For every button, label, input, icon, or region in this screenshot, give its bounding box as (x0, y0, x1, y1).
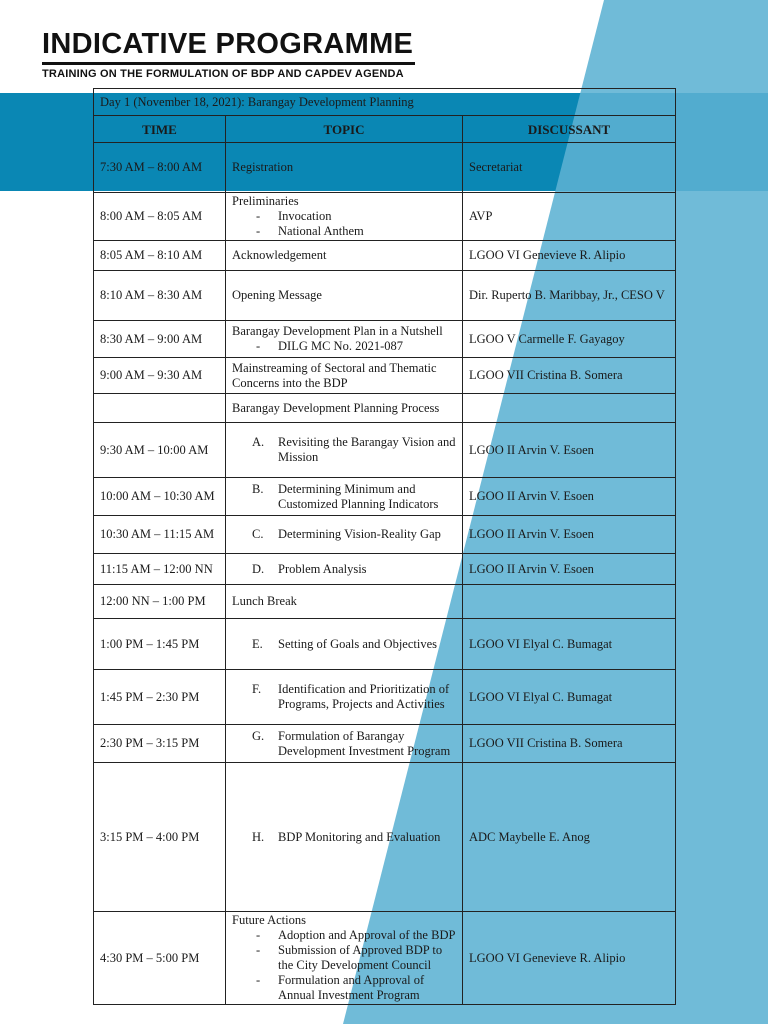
bullet-item: - DILG MC No. 2021-087 (252, 339, 456, 354)
table-row (94, 394, 676, 423)
topic-text: Identification and Prioritization of Programs, Projects and Activities (278, 682, 450, 711)
discussant-cell: LGOO II Arvin V. Esoen (463, 516, 676, 554)
topic-bullets (232, 928, 456, 1003)
table-row (94, 912, 676, 1005)
topic-text: BDP Monitoring and Evaluation (278, 829, 441, 844)
lettered-topic (232, 562, 456, 577)
topic-letter: A. (252, 435, 265, 449)
time-cell: 8:10 AM – 8:30 AM (94, 271, 226, 321)
topic-text: Mainstreaming of Sectoral and Thematic Concerns into the BDP (232, 360, 437, 390)
discussant-cell (463, 585, 676, 619)
column-header-time: TIME (94, 116, 226, 143)
discussant-cell: LGOO II Arvin V. Esoen (463, 478, 676, 516)
time-cell: 3:15 PM – 4:00 PM (94, 763, 226, 912)
bullet-item: - Invocation (252, 209, 456, 224)
topic-cell (226, 516, 463, 554)
lettered-topic (232, 729, 456, 759)
table-row (94, 554, 676, 585)
topic-letter: C. (252, 527, 264, 541)
table-row (94, 619, 676, 670)
lettered-topic (232, 637, 456, 652)
topic-text: Determining Vision-Reality Gap (278, 527, 441, 541)
discussant-cell: LGOO VI Elyal C. Bumagat (463, 619, 676, 670)
bullet-item: - Submission of Approved BDP to the City Development Council (252, 943, 456, 973)
table-row (94, 585, 676, 619)
lettered-topic (232, 527, 456, 542)
topic-letter: D. (252, 561, 265, 576)
topic-letter: F. (252, 682, 262, 696)
topic-cell (226, 271, 463, 321)
table-row (94, 478, 676, 516)
topic-text: Acknowledgement (232, 248, 327, 262)
topic-cell (226, 241, 463, 271)
column-header-discussant: DISCUSSANT (463, 116, 676, 143)
time-cell: 12:00 NN – 1:00 PM (94, 585, 226, 619)
page-subtitle: TRAINING ON THE FORMULATION OF BDP AND CAPDEV AGENDA (42, 68, 404, 80)
lettered-topic (232, 435, 456, 465)
discussant-cell: LGOO VI Genevieve R. Alipio (463, 912, 676, 1005)
discussant-cell: LGOO VII Cristina B. Somera (463, 725, 676, 763)
discussant-cell: LGOO II Arvin V. Esoen (463, 554, 676, 585)
topic-letter: E. (252, 636, 263, 651)
topic-letter: B. (252, 481, 264, 496)
discussant-cell: ADC Maybelle E. Anog (463, 763, 676, 912)
topic-cell (226, 193, 463, 241)
topic-cell (226, 321, 463, 358)
topic-text: Setting of Goals and Objectives (278, 636, 437, 651)
lettered-topic (232, 482, 456, 512)
topic-cell (226, 143, 463, 193)
topic-text: Opening Message (232, 288, 322, 302)
topic-bullets (232, 339, 456, 354)
table-row (94, 670, 676, 725)
topic-text: Problem Analysis (278, 561, 367, 576)
topic-cell (226, 585, 463, 619)
topic-cell (226, 725, 463, 763)
topic-text: Barangay Development Plan in a Nutshell (232, 324, 443, 338)
time-cell (94, 394, 226, 423)
topic-cell (226, 763, 463, 912)
discussant-cell: LGOO II Arvin V. Esoen (463, 423, 676, 478)
discussant-cell: LGOO VI Elyal C. Bumagat (463, 670, 676, 725)
discussant-cell: AVP (463, 193, 676, 241)
table-row (94, 763, 676, 912)
column-header-topic: TOPIC (226, 116, 463, 143)
topic-text: Revisiting the Barangay Vision and Mission (278, 435, 456, 464)
column-header-row (94, 116, 676, 143)
table-row (94, 241, 676, 271)
table-row (94, 193, 676, 241)
topic-cell (226, 394, 463, 423)
table-row (94, 516, 676, 554)
time-cell: 9:00 AM – 9:30 AM (94, 358, 226, 394)
time-cell: 8:00 AM – 8:05 AM (94, 193, 226, 241)
bullet-item: - Formulation and Approval of Annual Investment Program (252, 973, 456, 1003)
time-cell: 1:00 PM – 1:45 PM (94, 619, 226, 670)
discussant-cell: Secretariat (463, 143, 676, 193)
table-row (94, 358, 676, 394)
discussant-cell: LGOO VI Genevieve R. Alipio (463, 241, 676, 271)
table-row (94, 143, 676, 193)
table-row (94, 725, 676, 763)
topic-text: Determining Minimum and Customized Planning Indicators (278, 481, 439, 511)
table-row (94, 271, 676, 321)
time-cell: 7:30 AM – 8:00 AM (94, 143, 226, 193)
time-cell: 10:00 AM – 10:30 AM (94, 478, 226, 516)
lettered-topic (232, 682, 456, 712)
bullet-item: - National Anthem (252, 224, 456, 239)
time-cell: 2:30 PM – 3:15 PM (94, 725, 226, 763)
table-row (94, 321, 676, 358)
time-cell: 10:30 AM – 11:15 AM (94, 516, 226, 554)
day-heading: Day 1 (November 18, 2021): Barangay Development Planning (94, 89, 676, 116)
discussant-cell (463, 394, 676, 423)
time-cell: 4:30 PM – 5:00 PM (94, 912, 226, 1005)
programme-table (93, 88, 676, 1005)
topic-letter: G. (252, 728, 265, 743)
discussant-cell: Dir. Ruperto B. Maribbay, Jr., CESO V (463, 271, 676, 321)
time-cell: 9:30 AM – 10:00 AM (94, 423, 226, 478)
topic-cell (226, 478, 463, 516)
table-row (94, 423, 676, 478)
topic-letter: H. (252, 829, 265, 844)
topic-cell (226, 619, 463, 670)
topic-cell (226, 423, 463, 478)
topic-text: Future Actions (232, 913, 306, 927)
page-title: INDICATIVE PROGRAMME (42, 28, 414, 60)
topic-cell (226, 554, 463, 585)
title-underline (42, 62, 415, 65)
topic-text: Lunch Break (232, 594, 297, 608)
time-cell: 11:15 AM – 12:00 NN (94, 554, 226, 585)
topic-cell (226, 358, 463, 394)
topic-text: Barangay Development Planning Process (232, 400, 440, 415)
bullet-item: - Adoption and Approval of the BDP (252, 928, 456, 943)
topic-text: Preliminaries (232, 194, 299, 208)
time-cell: 1:45 PM – 2:30 PM (94, 670, 226, 725)
topic-text: Formulation of Barangay Development Investment Program (278, 728, 451, 758)
topic-cell (226, 670, 463, 725)
topic-text: Registration (232, 160, 294, 174)
discussant-cell: LGOO V Carmelle F. Gayagoy (463, 321, 676, 358)
day-heading-row (94, 89, 676, 116)
topic-bullets (232, 209, 456, 239)
topic-cell (226, 912, 463, 1005)
discussant-cell: LGOO VII Cristina B. Somera (463, 358, 676, 394)
lettered-topic (232, 830, 456, 845)
time-cell: 8:05 AM – 8:10 AM (94, 241, 226, 271)
time-cell: 8:30 AM – 9:00 AM (94, 321, 226, 358)
